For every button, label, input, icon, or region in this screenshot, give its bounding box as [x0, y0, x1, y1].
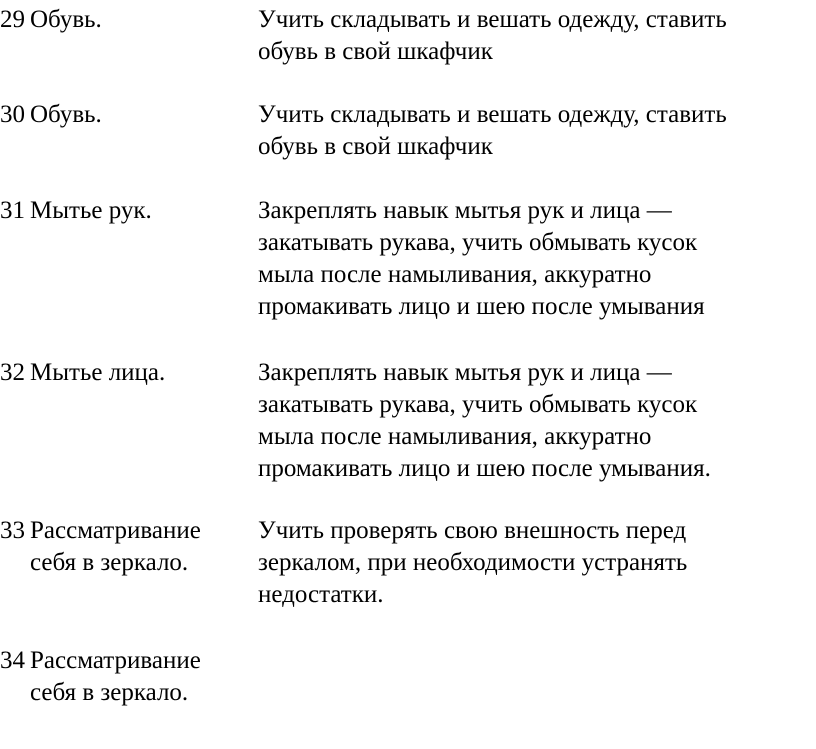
row-description-line: обувь в свой шкафчик: [258, 38, 493, 65]
row-topic: [30, 645, 201, 709]
row-number: 32: [0, 359, 25, 386]
row-topic-line: Мытье рук.: [30, 197, 152, 224]
row-topic-line: Рассматривание: [30, 647, 201, 674]
row-description: [258, 515, 803, 611]
row-description: [258, 195, 803, 323]
row-description-line: закатывать рукава, учить обмывать кусок: [258, 229, 698, 256]
row-topic: [30, 99, 102, 131]
row-description-line: Закреплять навык мытья рук и лица —: [258, 359, 672, 386]
row-topic: [30, 357, 165, 389]
row-description: [258, 4, 803, 68]
row-description-line: обувь в свой шкафчик: [258, 133, 493, 160]
row-description-line: закатывать рукава, учить обмывать кусок: [258, 391, 698, 418]
row-description-line: недостатки.: [258, 581, 384, 608]
row-topic: [30, 195, 152, 227]
row-description-line: зеркалом, при необходимости устранять: [258, 549, 688, 576]
row-topic-line: Мытье лица.: [30, 359, 166, 386]
row-description-line: мыла после намыливания, аккуратно: [258, 261, 652, 288]
row-description-line: Учить проверять свою внешность перед: [258, 517, 687, 544]
row-description: [258, 99, 803, 163]
row-description: [258, 357, 803, 485]
row-topic-line: себя в зеркало.: [30, 549, 189, 576]
row-topic: [30, 4, 102, 36]
row-description-line: Учить складывать и вешать одежду, ставить: [258, 6, 727, 33]
row-description-line: Учить складывать и вешать одежду, ставить: [258, 101, 727, 128]
row-topic-line: Рассматривание: [30, 517, 201, 544]
row-number: 30: [0, 101, 25, 128]
row-topic: [30, 515, 201, 579]
row-topic-line: Обувь.: [30, 6, 102, 33]
row-topic-line: себя в зеркало.: [30, 679, 189, 706]
row-number: 33: [0, 517, 25, 544]
row-topic-line: Обувь.: [30, 101, 102, 128]
row-description-line: Закреплять навык мытья рук и лица —: [258, 197, 672, 224]
row-description-line: промакивать лицо и шею после умывания.: [258, 455, 711, 482]
row-number: 34: [0, 647, 25, 674]
row-description-line: промакивать лицо и шею после умывания: [258, 293, 705, 320]
row-number: 31: [0, 197, 25, 224]
row-description-line: мыла после намыливания, аккуратно: [258, 423, 652, 450]
row-number: 29: [0, 6, 25, 33]
